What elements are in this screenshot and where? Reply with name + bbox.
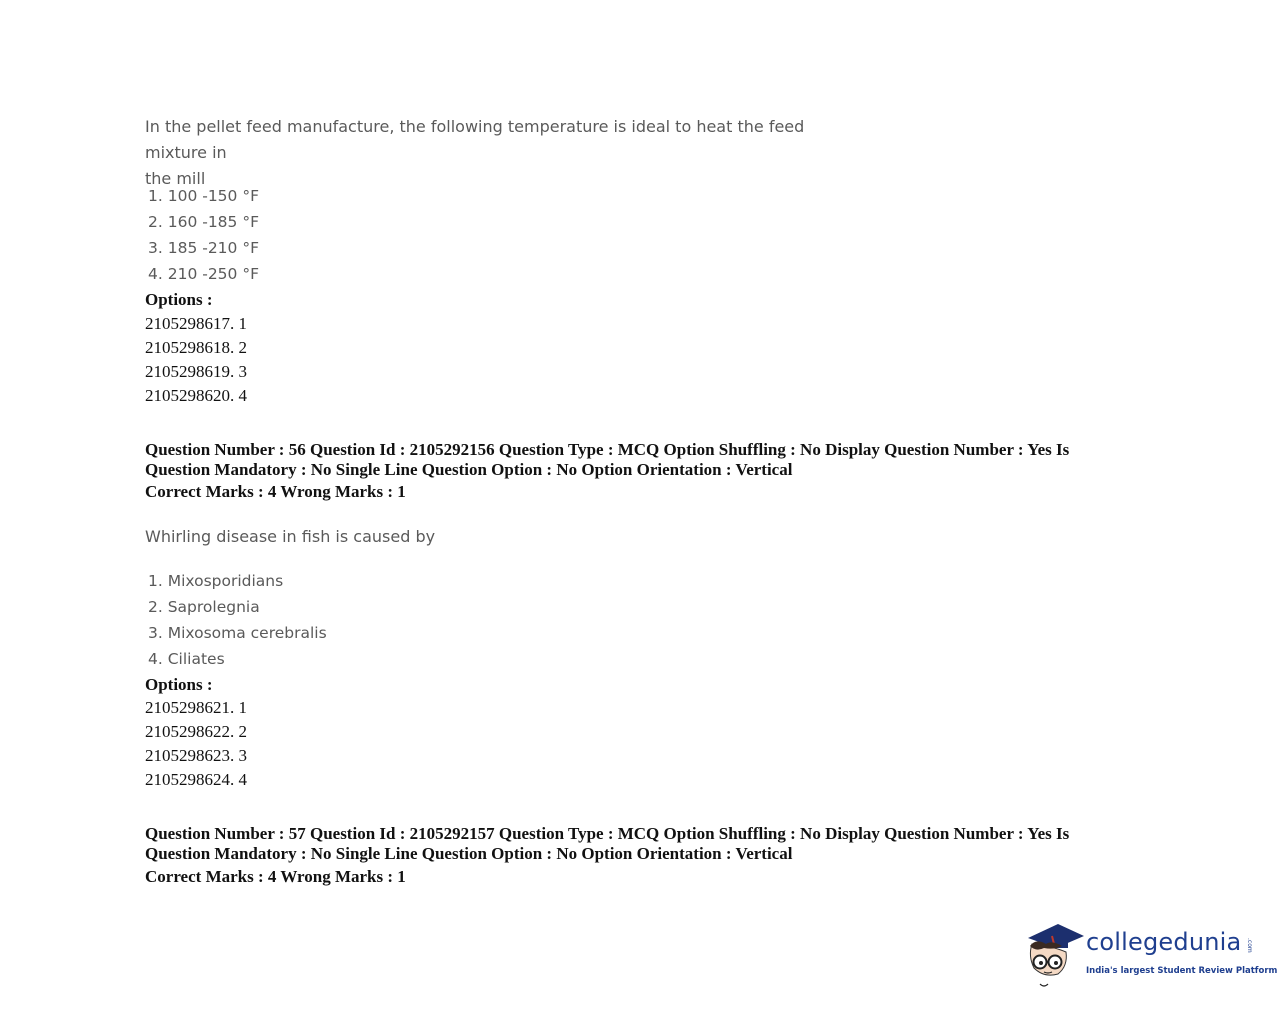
option-id-item: 2105298620. 4 [145,386,247,405]
option-id-item: 2105298621. 1 [145,698,247,717]
question-text [145,114,865,192]
choice-item: 4. 210 -250 °F [148,265,259,283]
options-heading: Options : [145,675,213,694]
choice-item: 3. Mixosoma cerebralis [148,624,327,642]
question-meta-line: Question Mandatory : No Single Line Question Option : No Option Orientation : Vertical [145,460,793,479]
choice-item: 2. 160 -185 °F [148,213,259,231]
question-meta [145,440,1105,480]
option-id-item: 2105298618. 2 [145,338,247,357]
question-meta-line: Question Number : 57 Question Id : 2105292157 Question Type : MCQ Option Shuffling : No Display Question Number : Yes Is [145,824,1070,843]
marks-line: Correct Marks : 4 Wrong Marks : 1 [145,482,406,501]
option-id-list [145,696,247,792]
question-choices [148,183,259,287]
collegedunia-logo[interactable] [1022,916,1278,992]
question-text [145,524,865,550]
logo-suffix: .com [1246,938,1253,953]
choice-item: 1. 100 -150 °F [148,187,259,205]
option-id-list [145,312,247,408]
question-text-line: Whirling disease in fish is caused by [145,527,436,546]
option-id-item: 2105298619. 3 [145,362,247,381]
logo-tagline: India's largest Student Review Platform [1086,966,1278,976]
option-id-item: 2105298623. 3 [145,746,247,765]
options-heading: Options : [145,290,213,309]
mascot-icon [1022,916,1086,992]
marks-line: Correct Marks : 4 Wrong Marks : 1 [145,867,406,886]
question-meta-line: Question Mandatory : No Single Line Question Option : No Option Orientation : Vertical [145,844,793,863]
question-text-line: In the pellet feed manufacture, the following temperature is ideal to heat the feed mixture in [145,117,805,162]
question-meta [145,824,1105,864]
question-meta-line: Question Number : 56 Question Id : 2105292156 Question Type : MCQ Option Shuffling : No Display Question Number : Yes Is [145,440,1070,459]
choice-item: 2. Saprolegnia [148,598,260,616]
option-id-item: 2105298617. 1 [145,314,247,333]
choice-item: 4. Ciliates [148,650,225,668]
option-id-item: 2105298622. 2 [145,722,247,741]
question-choices [148,568,327,672]
logo-wordmark: collegedunia [1086,928,1242,956]
choice-item: 3. 185 -210 °F [148,239,259,257]
question-text-line: the mill [145,169,206,188]
choice-item: 1. Mixosporidians [148,572,284,590]
option-id-item: 2105298624. 4 [145,770,247,789]
